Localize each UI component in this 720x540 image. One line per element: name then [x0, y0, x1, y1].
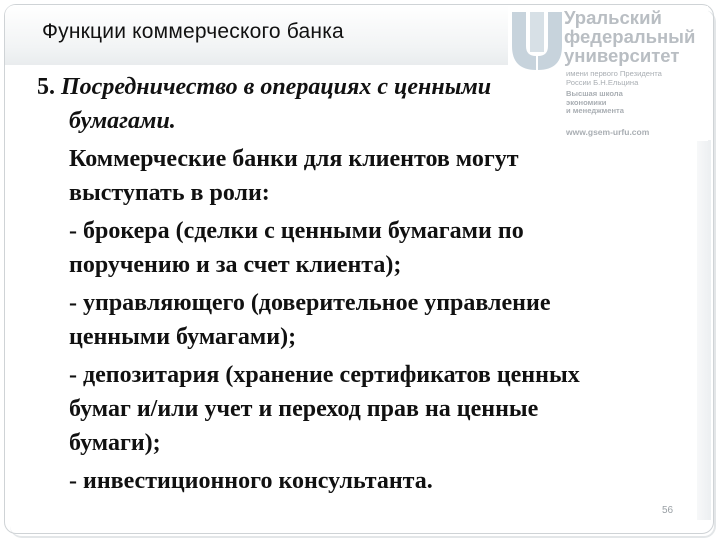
intro-line: выступать в роли: — [69, 180, 270, 206]
bullet-line: бумаг и/или учет и переход прав на ценные — [69, 396, 539, 422]
item-title-line: бумагами. — [69, 108, 176, 134]
urfu-logo-icon — [508, 6, 564, 76]
logo-sub-line: России Б.Н.Ельцина — [566, 78, 639, 87]
side-decoration — [697, 140, 711, 520]
page-number: 56 — [662, 505, 674, 516]
item-title-line: Посредничество в операциях с ценными — [61, 74, 492, 100]
logo-school-line: Высшая школа — [566, 89, 623, 98]
intro-line: Коммерческие банки для клиентов могут — [69, 146, 519, 172]
bullet-line: - брокера (сделки с ценными бумагами по — [69, 218, 524, 244]
logo-name-line: федеральный — [564, 26, 696, 47]
item-number: 5. — [37, 74, 55, 100]
logo-school-line: экономики — [566, 97, 607, 107]
bullet-line: - инвестиционного консультанта. — [69, 468, 433, 494]
item-heading — [37, 70, 687, 104]
slide-title: Функции коммерческого банка — [42, 20, 344, 43]
bullet-line: ценными бумагами); — [69, 324, 297, 350]
logo-name-line: университет — [564, 45, 680, 66]
bullet-line: бумаги); — [69, 430, 161, 456]
logo-school-line: и менеджмента — [566, 106, 625, 115]
slide-content — [37, 70, 687, 498]
logo-name-line: Уральский — [564, 7, 662, 28]
bullet-line: - управляющего (доверительное управление — [69, 290, 551, 316]
logo-sub-line: имени первого Президента — [566, 69, 662, 78]
bullet-line: - депозитария (хранение сертификатов ценных — [69, 362, 580, 388]
logo-website: www.gsem-urfu.com — [566, 127, 650, 137]
bullet-line: поручению и за счет клиента); — [69, 252, 402, 278]
logo-name — [564, 8, 695, 65]
